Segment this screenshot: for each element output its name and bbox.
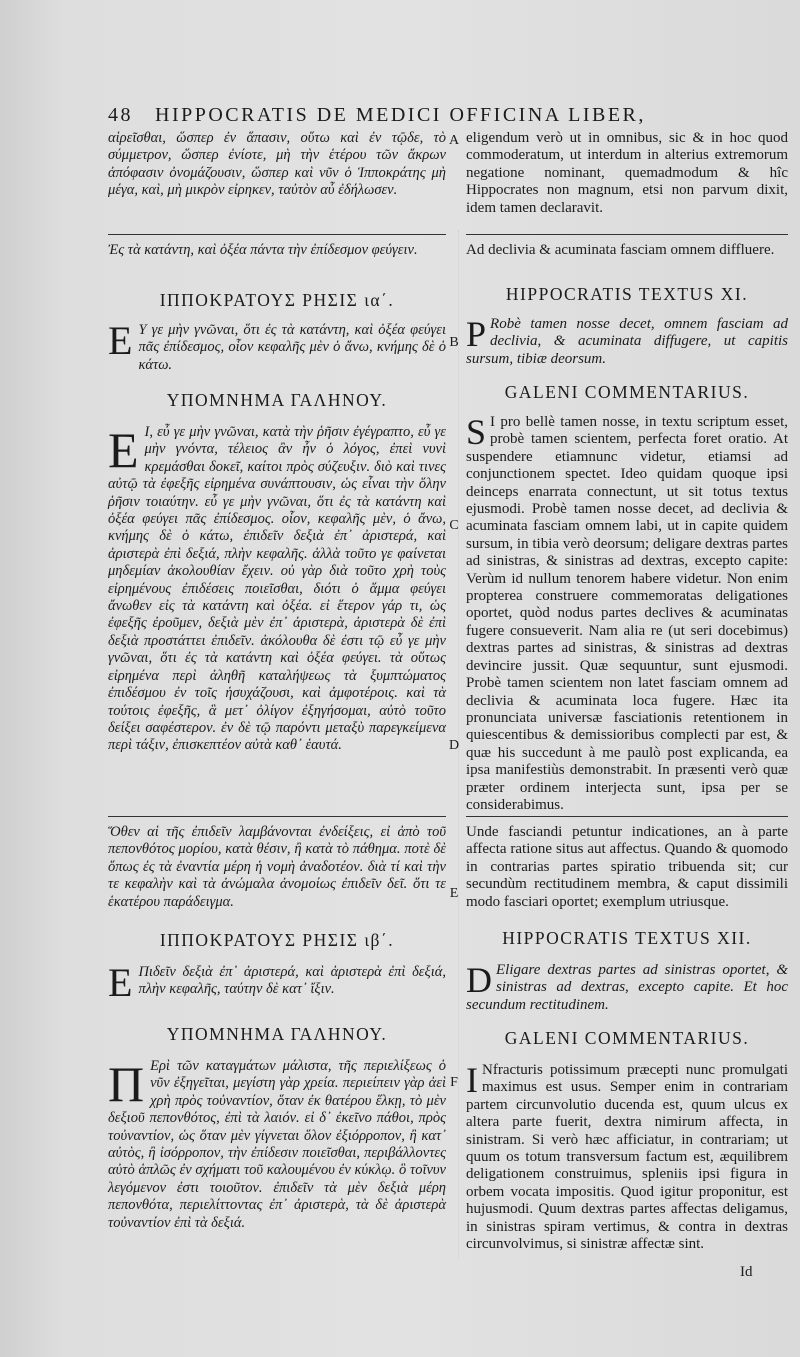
latin-summary-2: Unde fasciandi petuntur indicationes, an à parte affecta ratione situs aut affectus. Quando & quomodo in contrarias partes spiratio tribuenda sit; cur secundùm rectitudinem membra, & caput dissimili modo fasciari oportet; exemplum utriusque. bbox=[466, 824, 788, 910]
greek-comm-heading-1: ΥΠΟΜΝΗΜΑ ΓΑΛΗΝΟΥ. bbox=[166, 390, 388, 410]
margin-letter-e: E bbox=[449, 886, 459, 901]
rule-1 bbox=[108, 234, 446, 235]
drop-cap: Ε bbox=[108, 960, 133, 1005]
drop-cap: I bbox=[466, 1060, 478, 1100]
greek-intro: αἱρεῖσθαι, ὥσπερ ἐν ἅπασιν, οὕτω καὶ ἐν τῷδε, τὸ σύμμετρον, ὥσπερ ἐνίοτε, μὴ τὴν ἑτέρου τῶν ἄκρων ἀπόφασιν ὀνομάζουσιν, ὥσπερ καὶ νῦν ὁ Ἱπποκράτης μὴ μέγα, καὶ, μὴ μικρὸν εἰρηκεν, ταὐτὸν αὖ ἐδήλωσεν. bbox=[108, 130, 446, 199]
margin-letter-a: A bbox=[448, 133, 460, 148]
drop-cap: P bbox=[466, 314, 487, 354]
greek-commentary-2: Π Ερὶ τῶν καταγμάτων μάλιστα, τῆς περιελίξεως ὁ νῦν ἐξηγεῖται, μεγίστη γὰρ χρεία. περιείπειν γὰρ ἀεὶ χρὴ πρὸς τοὐναντίον, ὅταν ἐκ θατέρου ἕλκῃ, τὸ μὲν δεξιοῦ πεπονθότος, ἐπὶ τὰ λαιόν. εἰ δ᾽ ἐκεῖνο πάθοι, πρὸς τοὐναντίον, ὡς ὅταν μὲν γίγνεται ὅλον ἐξιόρροπον, ἢ κατ᾽ αὐτὸς, ἢ ἰσόρροπον, τὴν ἐπίδεσιν ποιεῖσθαι, περιβάλλοντες αὐτὸ ἁπλῶς ἐν σχήματι τοῦ καλουμένου ἐν κύκλῳ. ὃ τοῖνυν λεγόμενον ἐστι τοιοῦτον. ἐπιδεῖν τὰ μὲν δεξιὰ μέρη πεπονθότα, περιελίττοντας ἐπ᾽ ἀριστερὰ, τὰ δὲ ἀριστερὰ τοὐναντίον ἐπὶ τὰ δεξιά. bbox=[108, 1056, 446, 1231]
latin-commentary-2: I Nfracturis potissimum præcepti nunc promulgati maximus est usus. Semper enim in contrariam partem circunvolutio ducenda est, quum ulcus ex altera parte fuerit, dextra nimirum affecta, in sinistram. Si verò hæc afficiatur, in contrariam; ut quum os totum transversum factum est, æquilibrem deligationem construimus, spleniis ipsi figura in orbem vocata impositis. Quod igitur proponitur, est hujusmodi. Quum dextras partes affectas deligamus, in sinistras spiram vertimus, & contra in dextras circunvolvimus, si sinistræ affectæ sint. bbox=[466, 1060, 788, 1253]
greek-heading-2: ΙΠΠΟΚΡΑΤΟΥΣ ΡΗΣΙΣ ιβ΄. bbox=[159, 930, 395, 950]
catchword: Id bbox=[740, 1264, 753, 1280]
page-number: 48 bbox=[108, 104, 133, 126]
drop-cap: Ε bbox=[108, 318, 133, 363]
rule-2 bbox=[466, 816, 788, 817]
latin-comm-heading-2: GALENI COMMENTARIUS. bbox=[504, 1028, 750, 1048]
latin-comm-heading-1: GALENI COMMENTARIUS. bbox=[504, 382, 750, 402]
latin-text-1: P Robè tamen nosse decet, omnem fasciam ad declivia, & acuminata diffugere, ut capitis sursum, tibiæ deorsum. bbox=[466, 314, 788, 367]
greek-text-1: Ε Υ γε μὴν γνῶναι, ὅτι ἐς τὰ κατάντη, καὶ ὀξέα φεύγει πᾶς ἐπίδεσμος, οἷον κεφαλῆς μὲν ὁ ἄνω, κνήμης δὲ ὁ κάτω. bbox=[108, 318, 446, 373]
latin-intro: eligendum verò ut in omnibus, sic & in hoc quod commoderatum, ut interdum in alterius extremorum negatione nominant, quemadmodum & hîc Hippocrates non magnum, etsi non parvum dixit, idem tamen declaravit. bbox=[466, 130, 788, 216]
latin-heading-1: HIPPOCRATIS TEXTUS XI. bbox=[505, 284, 749, 304]
running-head bbox=[108, 104, 788, 127]
margin-letter-b: B bbox=[449, 335, 459, 350]
greek-summary-2: Ὅθεν αἱ τῆς ἐπιδεῖν λαμβάνονται ἐνδείξεις, εἰ ἀπὸ τοῦ πεπονθότος μορίου, κατὰ θέσιν, ἢ κατὰ τὸ πάθημα. ποτὲ δὲ ὅπως ἐς τὰ ἐναντία μέρη ἡ νομὴ ἀναδοτέον. διὰ τί καὶ τὴν τε κεφαλὴν καὶ τὰ ἀνώμαλα ἀνομοίως ἐπιδεῖν δεῖ. ὅτι τε ἑκατέρου παράδειγμα. bbox=[108, 824, 446, 910]
latin-summary-1: Ad declivia & acuminata fasciam omnem diffluere. bbox=[466, 242, 775, 258]
greek-heading-1: ΙΠΠΟΚΡΑΤΟΥΣ ΡΗΣΙΣ ια΄. bbox=[159, 290, 395, 310]
margin-letter-f: F bbox=[450, 1075, 458, 1090]
margin-letter-d: D bbox=[448, 738, 460, 753]
greek-summary-1: Ἐς τὰ κατάντη, καὶ ὀξέα πάντα τὴν ἐπίδεσμον φεύγειν. bbox=[108, 242, 418, 258]
latin-heading-2: HIPPOCRATIS TEXTUS XII. bbox=[502, 928, 752, 948]
drop-cap: Ε bbox=[108, 422, 139, 478]
drop-cap: D bbox=[466, 960, 492, 1000]
drop-cap: S bbox=[466, 412, 487, 452]
greek-text-2: Ε Πιδεῖν δεξιὰ ἐπ᾽ ἀριστερά, καὶ ἀριστερὰ ἐπὶ δεξιά, πλὴν κεφαλῆς, ταύτην δὲ κατ᾽ ἴξιν. bbox=[108, 960, 446, 1005]
rule-2 bbox=[108, 816, 446, 817]
latin-text-2: D Eligare dextras partes ad sinistras oportet, & sinistras ad dextras, excepto capite. Et hoc secundum rectitudinem. bbox=[466, 960, 788, 1013]
running-title: HIPPOCRATIS DE MEDICI OFFICINA LIBER, bbox=[155, 104, 646, 126]
rule-1 bbox=[466, 234, 788, 235]
drop-cap: Π bbox=[108, 1056, 145, 1112]
greek-comm-heading-2: ΥΠΟΜΝΗΜΑ ΓΑΛΗΝΟΥ. bbox=[166, 1024, 388, 1044]
greek-commentary-1: Ε Ι, εὖ γε μὴν γνῶναι, κατὰ τὴν ῥῆσιν ἐγέγραπτο, εὖ γε μὴν γνόντα, τέλειος ἂν ἦν ὁ λόγος, ἐπεὶ νυνὶ κρεμάσθαι δοκεῖ, καίτοι πρὸς σύζευξιν. διὸ καὶ τινες αὐτῷ τὰ ἐφεξῆς εἰρημένα συνάπτουσιν, ὡς εἶναι τὴν ὅλην ῥῆσιν τοιαύτην. εὖ γε μὴν γνῶναι, ὅτι ἐς τὰ κατάντη καὶ ὀξέα φεύγει πᾶς ἐπίδεσμος. οἷον, κεφαλῆς μὲν, ὁ ἄνω, κνήμης δὲ ὁ κάτω, ἐπιδεῖν δεξιὰ ἐπ᾽ ἀριστερά, καὶ ἀριστερὰ ἐπὶ δεξιά, πλὴν κεφαλῆς. ἀλλὰ τοῦτο γε φαίνεται μηδεμίαν ἀκολουθίαν ἔχειν. οὐ γὰρ διὰ τοῦτο χρὴ τοὺς εἰρημένους ἐπιδέσεις ποιεῖσθαι, διότι ὁ ἅμμα φεύγει ἄνωθεν εἰς τὰ κατάντη καὶ ὀξέα. εἰ ἕτερον γάρ τι, ὡς ἐφεξῆς ἐροῦμεν, δεξιὰ μὲν ἐπ᾽ ἀριστερὰ, ἀριστερὰ δὲ ἐπὶ δεξιὰ προστάττει ἐπιδεῖν. ἀκόλουθα δὲ ἐστι τῷ εὖ γε μὴν γνῶναι, ὅτι ἐς τὰ κατάντη καὶ ὀξέα φεύγει. τὰ οὕτως εἰρημένα περὶ ἀληθῆ καταλήψεως τὰ ξυμπτώματος ἐπιδέσμου ἐν τοῖς ἡσυχάζουσι, καὶ ἀμφοτέροις. καὶ τὰ τούτοις ἐφεξῆς, ἃ μετ᾽ ὀλίγον ἐξηγήσομαι, αὐτὸ τοῦτο δείξει σαφέστερον. ἐν δὲ τῷ παρόντι μεταξὺ παρεγκείμενα περὶ τάξιν, ἐπισκεπτέον αὐτὰ καθ᾽ ἑαυτά. bbox=[108, 422, 446, 754]
latin-commentary-1: S I pro bellè tamen nosse, in textu scriptum esset, probè tamen scientem, perfecta foret oratio. At suspendere etiamnunc videtur, etiamsi ad conjunctionem spectet. Ideo quidam quoque ipsi deinceps enarrata connectunt, ut sit totus textus ejusmodi. Probè tamen nosse decet, ad declivia & acuminata fasciam omnem labi, ut in capite quidem sursum, in tibia verò deorsum; deligare dextras partes ad sinistras, & sinistras ad dextras, excepto capite: Verùm id nullum tenorem habere videtur. Non enim propterea construere commemoratas deligationes oportet, quòd nodus partes declives & acuminatas fugere consueverit. Nam alia re (ut seri docebimus) dextras partes ad sinistras, & sinistras ad dextras devincire jussit. Quæ sequuntur, sunt ejusmodi. Probè tamen scientem non latet fasciam omnem ad declivia & acuminata loca fugere. Hæc ita pronunciata universæ fasciationis retentionem in quiescentibus & demissioribus complecti par est, & quæ his succedunt à me paulò post explicanda, ea ipsa manifestiùs demonstrabit. In præsenti verò quæ præter ordinem interjecta sunt, ipsa per se considerabimus. bbox=[466, 412, 788, 813]
margin-letter-c: C bbox=[449, 518, 459, 533]
